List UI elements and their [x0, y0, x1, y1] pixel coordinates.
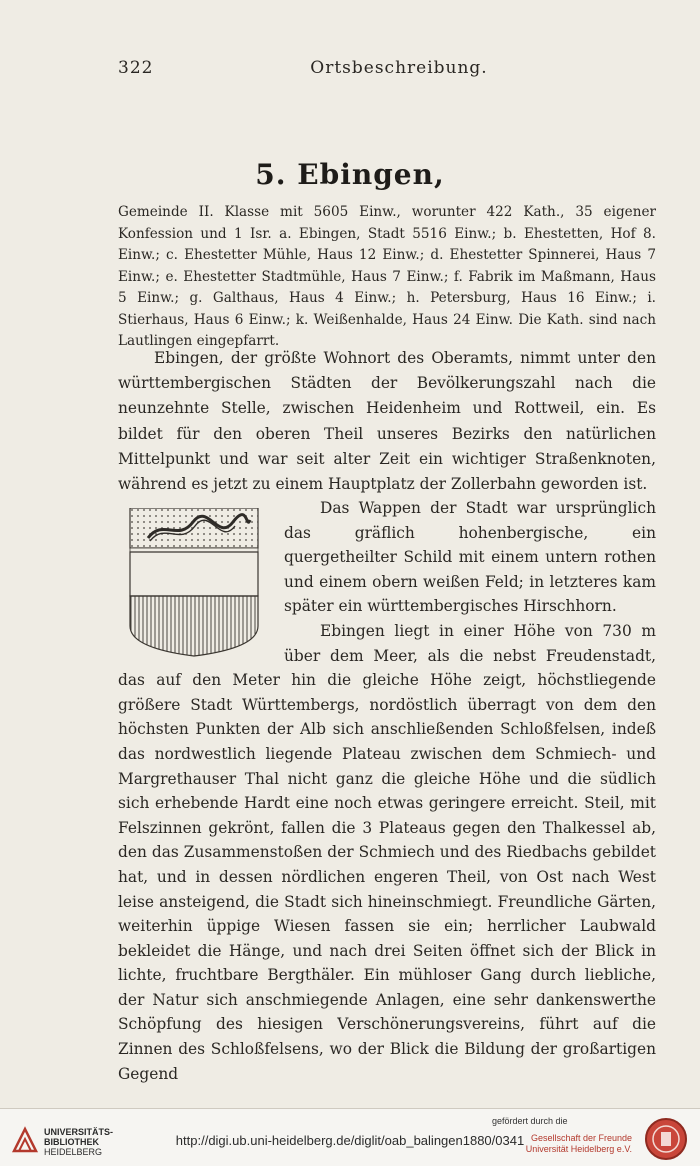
paragraph-coat-of-arms: Das Wappen der Stadt war ursprünglich das gräflich hohenbergische, ein quergetheilter Schild mit einem untern rothen und einem obern weißen Feld; in letzteres kam später ein württembergisches Hirschhorn. — [284, 499, 656, 616]
paragraph-location: Ebingen liegt in einer Höhe von 730 m über dem Meer, als die nebst Freudenstadt, das auf den Meter hin die gleiche Höhe zeigt, höchstliegende größere Stadt Württembergs, nordöstlich überragt von dem den höchsten Punkten der Alb sich anschließenden Schloßfelsen, indeß das nordwestlich liegende Plateau zwischen dem Schmiech- und Margrethauser Thal nicht ganz die gleiche Höhe und die südlich sich erhebende Hardt eine noch etwas geringere erreicht. Steil, mit Felszinnen gekrönt, fallen die 3 Plateaus gegen den Thalkessel ab, den das Zusammenstoßen der Schmiech und des Riedbachs gebildet hat, und in dessen nördlichen engeren Theil, von Ost nach West leise ansteigend, die Stadt sich hineinschmiegt. Freundliche Gärten, weiterhin üppige Wiesen fassen sie ein; herrlicher Laubwald bekleidet die Hänge, und nach drei Seiten öffnet sich der Blick in lichte, fruchtbare Bergthäler. Ein mühloser Gang durch liebliche, der Natur sich anschmiegende Anlagen, eine sehr dankenswerthe Schöpfung des hiesigen Verschönerungsvereins, führt auf die Zinnen des Schloßfelsens, wo der Blick die Bildung der großartigen Gegend — [118, 621, 656, 1083]
funded-by-label: gefördert durch die — [492, 1116, 568, 1126]
society-seal-icon — [644, 1117, 688, 1161]
running-title: Ortsbeschreibung. — [310, 58, 488, 78]
page-number: 322 — [118, 58, 154, 78]
library-name: UNIVERSITÄTS- BIBLIOTHEK HEIDELBERG — [44, 1127, 114, 1157]
section-title: 5. Ebingen, — [255, 158, 445, 191]
viewer-footer — [0, 1108, 700, 1166]
page-header — [118, 58, 640, 82]
permalink-url[interactable]: http://digi.ub.uni-heidelberg.de/diglit/oab_balingen1880/0341 — [175, 1133, 525, 1148]
population-summary: Gemeinde II. Klasse mit 5605 Einw., worunter 422 Kath., 35 eigener Konfession und 1 Isr. a. Ebingen, Stadt 5516 Einw.; b. Ehestetten, Hof 8. Einw.; c. Ehestetter Mühle, Haus 12 Einw.; d. Ehestetter Spinnerei, Haus 7 Einw.; e. Ehestetter Stadtmühle, Haus 7 Einw.; f. Fabrik im Maßmann, Haus 5 Einw.; g. Galthaus, Haus 4 Einw.; h. Petersburg, Haus 16 Einw.; i. Stierhaus, Haus 6 Einw.; k. Weißenhalde, Haus 24 Einw. Die Kath. sind nach Lautlingen eingepfarrt. — [118, 204, 656, 349]
coat-of-arms-icon — [118, 508, 270, 658]
society-name: Gesellschaft der Freunde Universität Heidelberg e.V. — [525, 1133, 632, 1154]
text-with-coat-of-arms — [118, 496, 656, 1086]
paragraph-intro: Ebingen, der größte Wohnort des Oberamts, nimmt unter den württembergischen Städten der Bevölkerungszahl nach die neunzehnte Stelle, zwischen Heidenheim und Rottweil, ein. Es bildet für den oberen Theil unseres Bezirks den natürlichen Mittelpunkt und war seit alter Zeit ein wichtiger Straßenknoten, während es jetzt zu einem Hauptplatz der Zollerbahn geworden ist. — [118, 349, 656, 494]
